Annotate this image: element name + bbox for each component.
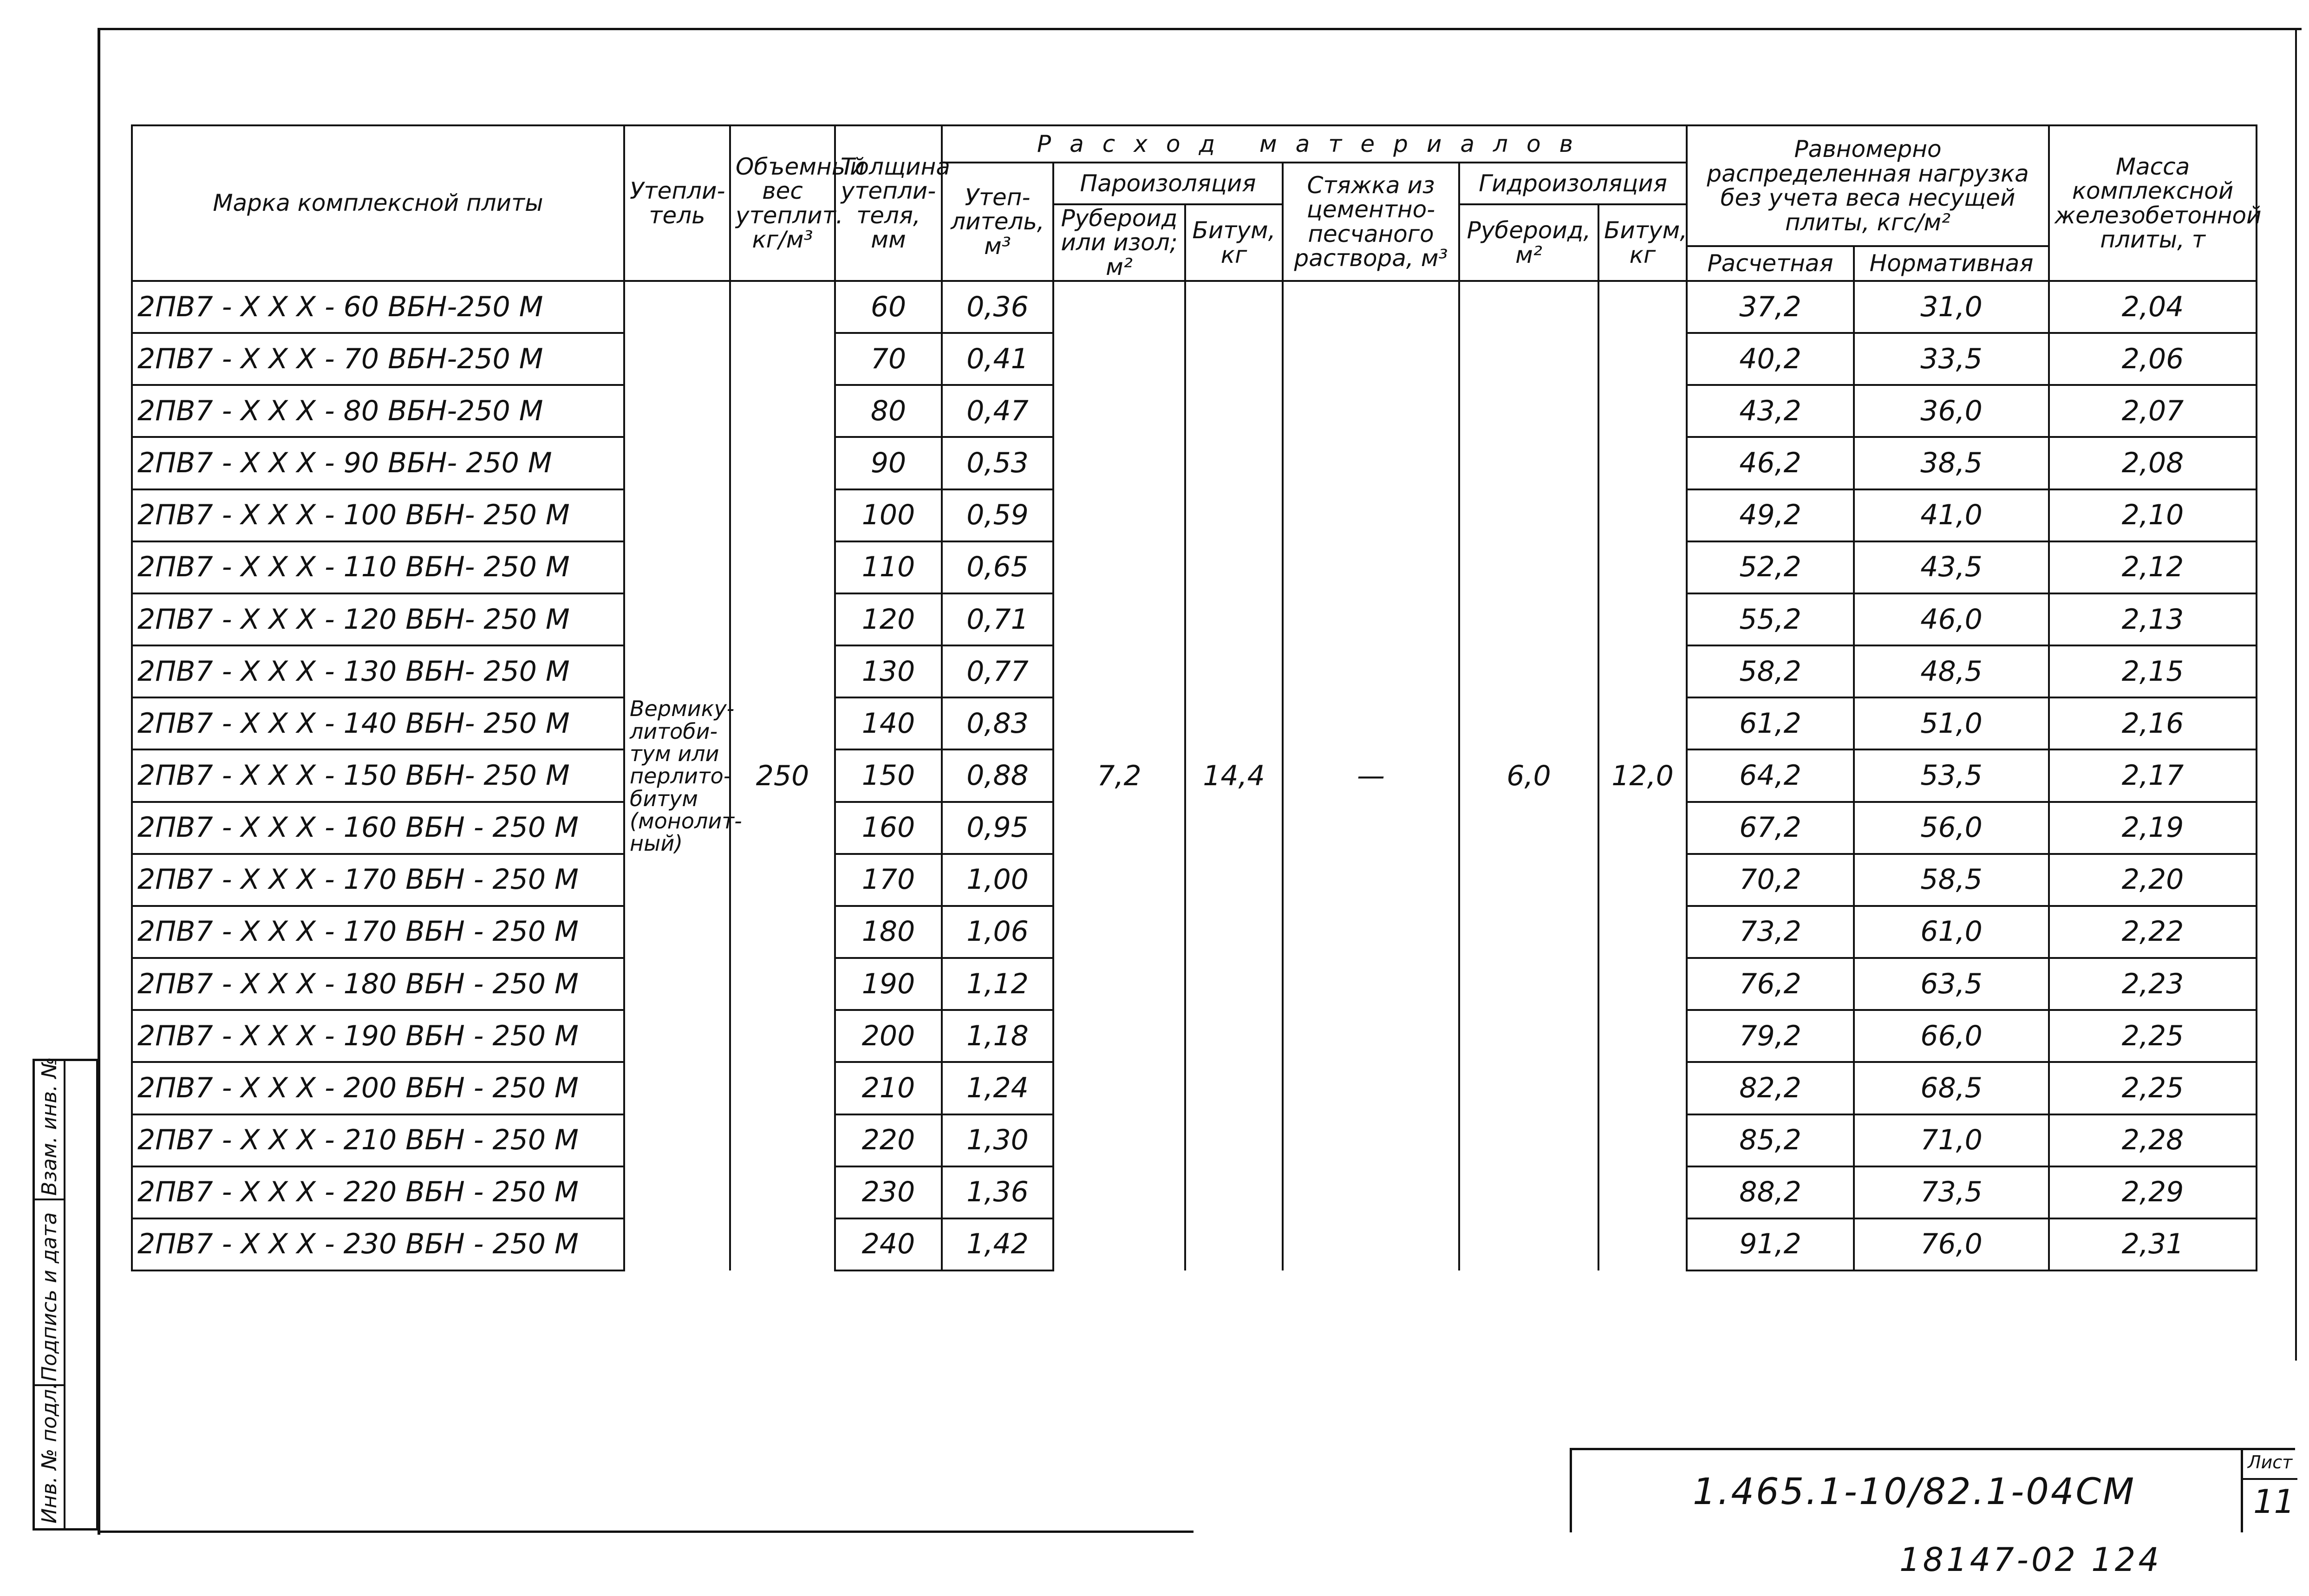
cell-mass: 2,25	[2049, 1062, 2257, 1114]
header-water: Гидроизоляция	[1459, 163, 1687, 204]
cell-load-norm: 36,0	[1854, 385, 2049, 437]
cell-insul-volume: 1,06	[942, 906, 1053, 958]
cell-mass: 2,13	[2049, 593, 2257, 645]
header-insulation: Утепли-тель	[624, 125, 730, 281]
cell-mass: 2,10	[2049, 489, 2257, 541]
sheet-box	[2241, 1450, 2297, 1532]
cell-thickness: 170	[835, 854, 942, 906]
sheet-divider	[2243, 1478, 2297, 1480]
side-text-sign: Подпись и дата	[38, 1212, 61, 1381]
cell-insul-volume: 0,95	[942, 802, 1053, 854]
cell-insul-volume: 1,18	[942, 1010, 1053, 1062]
header-mark: Марка комплексной плиты	[132, 125, 624, 281]
cell-insul-volume: 0,47	[942, 385, 1053, 437]
cell-vapor-roof: 7,2	[1053, 281, 1185, 1270]
cell-load-calc: 91,2	[1687, 1218, 1854, 1270]
header-vapor-bitumen: Битум, кг	[1185, 204, 1283, 281]
cell-thickness: 220	[835, 1114, 942, 1166]
cell-load-calc: 64,2	[1687, 749, 1854, 801]
cell-load-norm: 56,0	[1854, 802, 2049, 854]
side-cell-replace	[35, 1057, 64, 1200]
cell-vapor-bitumen: 14,4	[1185, 281, 1283, 1270]
cell-load-calc: 61,2	[1687, 697, 1854, 749]
cell-load-norm: 73,5	[1854, 1166, 2049, 1218]
cell-thickness: 200	[835, 1010, 942, 1062]
cell-load-calc: 82,2	[1687, 1062, 1854, 1114]
cell-insulation: Вермику-литоби-тум или перлито-битум (монолит-ный)	[624, 281, 730, 1270]
cell-mark: 2ПВ7 - X X X - 60 ВБН-250 М	[132, 281, 624, 333]
cell-mass: 2,28	[2049, 1114, 2257, 1166]
header-vapor-roof: Рубероид или изол; м²	[1053, 204, 1185, 281]
cell-load-norm: 41,0	[1854, 489, 2049, 541]
cell-mark: 2ПВ7 - X X X - 190 ВБН - 250 М	[132, 1010, 624, 1062]
cell-insul-volume: 0,36	[942, 281, 1053, 333]
cell-thickness: 150	[835, 749, 942, 801]
side-divider	[64, 1061, 65, 1528]
table-body	[132, 281, 2257, 1270]
cell-load-calc: 55,2	[1687, 593, 1854, 645]
cell-load-calc: 43,2	[1687, 385, 1854, 437]
cell-thickness: 130	[835, 645, 942, 697]
cell-mark: 2ПВ7 - X X X - 90 ВБН- 250 М	[132, 437, 624, 489]
cell-mark: 2ПВ7 - X X X - 220 ВБН - 250 М	[132, 1166, 624, 1218]
cell-mark: 2ПВ7 - X X X - 160 ВБН - 250 М	[132, 802, 624, 854]
cell-load-norm: 68,5	[1854, 1062, 2049, 1114]
cell-mass: 2,23	[2049, 958, 2257, 1010]
cell-load-norm: 71,0	[1854, 1114, 2049, 1166]
cell-water-roof: 6,0	[1459, 281, 1598, 1270]
side-stamp	[33, 1059, 98, 1531]
cell-load-calc: 79,2	[1687, 1010, 1854, 1062]
cell-thickness: 210	[835, 1062, 942, 1114]
cell-insul-volume: 1,12	[942, 958, 1053, 1010]
cell-screed: —	[1283, 281, 1459, 1270]
cell-mark: 2ПВ7 - X X X - 170 ВБН - 250 М	[132, 854, 624, 906]
header-insul-volume: Утеп-литель, м³	[942, 163, 1053, 281]
cell-load-norm: 76,0	[1854, 1218, 2049, 1270]
cell-mark: 2ПВ7 - X X X - 200 ВБН - 250 М	[132, 1062, 624, 1114]
cell-load-norm: 66,0	[1854, 1010, 2049, 1062]
cell-load-norm: 38,5	[1854, 437, 2049, 489]
cell-insul-volume: 1,36	[942, 1166, 1053, 1218]
cell-load-calc: 76,2	[1687, 958, 1854, 1010]
header-vapor: Пароизоляция	[1053, 163, 1283, 204]
title-block	[1570, 1448, 2295, 1532]
cell-load-norm: 43,5	[1854, 541, 2049, 593]
cell-mark: 2ПВ7 - X X X - 70 ВБН-250 М	[132, 333, 624, 385]
cell-mark: 2ПВ7 - X X X - 130 ВБН- 250 М	[132, 645, 624, 697]
cell-load-norm: 31,0	[1854, 281, 2049, 333]
archive-number: 18147-02 124	[1899, 1541, 2162, 1579]
cell-load-norm: 58,5	[1854, 854, 2049, 906]
cell-mass: 2,16	[2049, 697, 2257, 749]
table-row	[132, 281, 2257, 333]
side-text-replace: Взам. инв. №	[38, 1057, 61, 1196]
cell-load-calc: 67,2	[1687, 802, 1854, 854]
cell-thickness: 80	[835, 385, 942, 437]
cell-insul-volume: 1,42	[942, 1218, 1053, 1270]
header-materials: Расход материалов	[942, 125, 1687, 163]
specification-table	[131, 124, 2262, 1271]
cell-load-norm: 61,0	[1854, 906, 2049, 958]
cell-mass: 2,20	[2049, 854, 2257, 906]
cell-mass: 2,12	[2049, 541, 2257, 593]
cell-thickness: 100	[835, 489, 942, 541]
side-cell-sign	[35, 1200, 64, 1386]
cell-insul-volume: 0,65	[942, 541, 1053, 593]
cell-water-bitumen: 12,0	[1598, 281, 1687, 1270]
cell-mass: 2,29	[2049, 1166, 2257, 1218]
cell-mass: 2,15	[2049, 645, 2257, 697]
sheet-label: Лист	[2248, 1452, 2293, 1472]
cell-thickness: 140	[835, 697, 942, 749]
cell-load-calc: 46,2	[1687, 437, 1854, 489]
cell-load-calc: 37,2	[1687, 281, 1854, 333]
header-mass: Масса комплексной железобетонной плиты, т	[2049, 125, 2257, 281]
cell-insul-volume: 1,00	[942, 854, 1053, 906]
cell-mass: 2,06	[2049, 333, 2257, 385]
cell-load-norm: 51,0	[1854, 697, 2049, 749]
cell-load-norm: 63,5	[1854, 958, 2049, 1010]
cell-load-calc: 70,2	[1687, 854, 1854, 906]
cell-thickness: 230	[835, 1166, 942, 1218]
cell-thickness: 180	[835, 906, 942, 958]
cell-load-norm: 33,5	[1854, 333, 2049, 385]
cell-load-calc: 40,2	[1687, 333, 1854, 385]
cell-load-calc: 85,2	[1687, 1114, 1854, 1166]
cell-mass: 2,25	[2049, 1010, 2257, 1062]
cell-load-calc: 73,2	[1687, 906, 1854, 958]
cell-mark: 2ПВ7 - X X X - 120 ВБН- 250 М	[132, 593, 624, 645]
cell-insul-volume: 0,88	[942, 749, 1053, 801]
cell-mark: 2ПВ7 - X X X - 230 ВБН - 250 М	[132, 1218, 624, 1270]
header-water-roof: Рубероид, м²	[1459, 204, 1598, 281]
cell-mass: 2,08	[2049, 437, 2257, 489]
cell-insul-volume: 0,59	[942, 489, 1053, 541]
cell-mass: 2,31	[2049, 1218, 2257, 1270]
header-load-norm: Нормативная	[1854, 246, 2049, 281]
cell-mark: 2ПВ7 - X X X - 140 ВБН- 250 М	[132, 697, 624, 749]
cell-thickness: 240	[835, 1218, 942, 1270]
cell-insul-volume: 1,24	[942, 1062, 1053, 1114]
cell-mark: 2ПВ7 - X X X - 210 ВБН - 250 М	[132, 1114, 624, 1166]
cell-load-norm: 53,5	[1854, 749, 2049, 801]
cell-thickness: 120	[835, 593, 942, 645]
cell-weight: 250	[730, 281, 835, 1270]
header-water-bitumen: Битум, кг	[1598, 204, 1687, 281]
cell-insul-volume: 0,41	[942, 333, 1053, 385]
cell-mark: 2ПВ7 - X X X - 170 ВБН - 250 М	[132, 906, 624, 958]
cell-mass: 2,22	[2049, 906, 2257, 958]
cell-mark: 2ПВ7 - X X X - 110 ВБН- 250 М	[132, 541, 624, 593]
cell-insul-volume: 0,77	[942, 645, 1053, 697]
cell-thickness: 160	[835, 802, 942, 854]
cell-thickness: 60	[835, 281, 942, 333]
cell-insul-volume: 1,30	[942, 1114, 1053, 1166]
cell-thickness: 190	[835, 958, 942, 1010]
cell-insul-volume: 0,71	[942, 593, 1053, 645]
cell-load-norm: 48,5	[1854, 645, 2049, 697]
cell-mass: 2,07	[2049, 385, 2257, 437]
cell-insul-volume: 0,83	[942, 697, 1053, 749]
header-thickness: Толщина утепли-теля, мм	[835, 125, 942, 281]
header-weight: Объемный вес утеплит. кг/м³	[730, 125, 835, 281]
header-load-calc: Расчетная	[1687, 246, 1854, 281]
side-text-inv: Инв. № подл.	[38, 1382, 61, 1524]
cell-insul-volume: 0,53	[942, 437, 1053, 489]
cell-mass: 2,04	[2049, 281, 2257, 333]
cell-mark: 2ПВ7 - X X X - 100 ВБН- 250 М	[132, 489, 624, 541]
document-code: 1.465.1-10/82.1-04СМ	[1693, 1471, 2136, 1513]
sheet-number: 11	[2253, 1483, 2295, 1521]
cell-thickness: 90	[835, 437, 942, 489]
cell-mass: 2,19	[2049, 802, 2257, 854]
cell-mark: 2ПВ7 - X X X - 180 ВБН - 250 М	[132, 958, 624, 1010]
side-cell-inv	[35, 1382, 64, 1528]
frame-right-line	[2295, 28, 2297, 1361]
cell-load-calc: 88,2	[1687, 1166, 1854, 1218]
frame-bottom-line	[98, 1531, 1194, 1533]
cell-load-calc: 49,2	[1687, 489, 1854, 541]
cell-mark: 2ПВ7 - X X X - 150 ВБН- 250 М	[132, 749, 624, 801]
cell-thickness: 110	[835, 541, 942, 593]
cell-mark: 2ПВ7 - X X X - 80 ВБН-250 М	[132, 385, 624, 437]
header-screed: Стяжка из цементно-песчаного раствора, м³	[1283, 163, 1459, 281]
cell-load-norm: 46,0	[1854, 593, 2049, 645]
cell-load-calc: 52,2	[1687, 541, 1854, 593]
cell-thickness: 70	[835, 333, 942, 385]
cell-load-calc: 58,2	[1687, 645, 1854, 697]
header-load: Равномерно распределенная нагрузка без учета веса несущей плиты, кгс/м²	[1687, 125, 2049, 246]
cell-mass: 2,17	[2049, 749, 2257, 801]
